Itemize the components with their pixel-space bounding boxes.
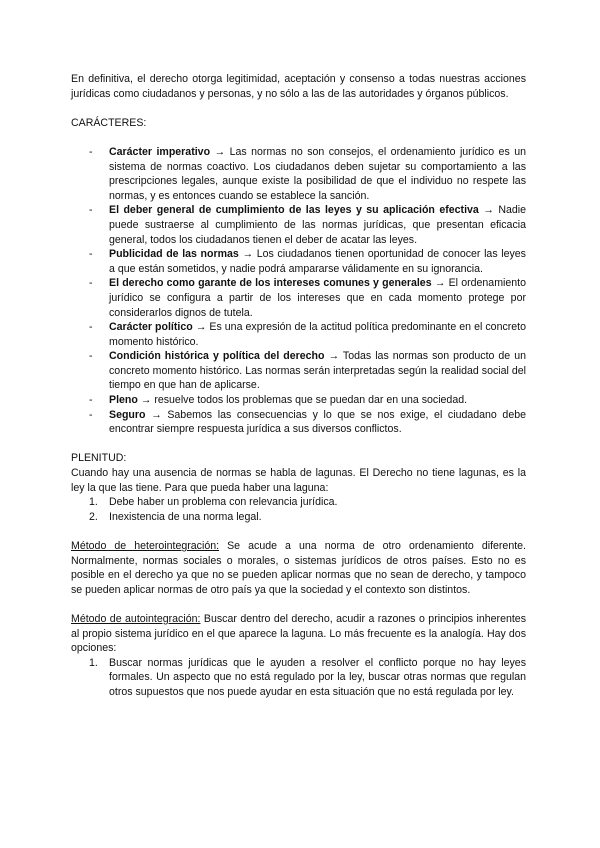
item-text: Las normas no son consejos, el ordenamiento jurídico es un sistema de normas coactivo. Los ciudadanos deben sujetar su comportamiento a las prescripciones legales, aunque existe la posibilidad de que el individuo no respete las normas, y es entonces cuando se establece la sanción. — [109, 145, 527, 202]
item-text: resuelve todos los problemas que se puedan dar en una sociedad. — [154, 394, 468, 407]
item-title: Carácter imperativo — [109, 145, 211, 158]
list-item: - Seguro → Sabemos las consecuencias y lo que se nos exige, el ciudadano debe encontrar siempre respuesta jurídica a sus diversos conflictos. — [89, 408, 527, 436]
item-text: Nadie puede sustraerse al cumplimiento de las normas jurídicas, que presentan eficacia general, todos los ciudadanos tienen el deber de acatar las leyes. — [109, 204, 526, 246]
autointegracion-list — [71, 656, 526, 700]
item-text: El ordenamiento jurídico se configura a partir de los intereses que en cada momento protege por considerarlos dignos de tutela. — [109, 277, 526, 319]
plenitud-paragraph: Cuando hay una ausencia de normas se habla de lagunas. El Derecho no tiene lagunas, es la ley la que las tiene. Para que pueda haber una laguna: — [71, 467, 526, 494]
list-item: - Carácter imperativo → Las normas no son consejos, el ordenamiento jurídico es un sistema de normas coactivo. Los ciudadanos deben sujetar su comportamiento a las prescripciones legales, aunque existe la posibilidad de que el individuo no respete las normas, y es entonces cuando se establece la sanción. — [89, 145, 527, 202]
list-item: - Pleno → resuelve todos los problemas que se puedan dar en una sociedad. — [89, 394, 468, 407]
item-title: Carácter político — [109, 321, 193, 334]
item-title: Condición histórica y política del derecho — [109, 350, 325, 363]
list-item: - Carácter político → Es una expresión de la actitud política predominante en el concreto momento histórico. — [89, 321, 527, 348]
list-item: 1. Buscar normas jurídicas que le ayuden a resolver el conflicto porque no hay leyes formales. Un aspecto que no está regulado por la ley, buscar otras normas que regulan otros supuestos que nos puede ayudar en esta situación que no está regulada por ley. — [89, 656, 526, 698]
heterointegracion-paragraph: Método de heterointegración: Se acude a una norma de otro ordenamiento diferente. Normalmente, normas sociales o morales, o sistemas jurídicos de otros países. Esto no es posible en el derecho ya que no se pueden aplicar normas que no sean de derecho, y tampoco se pueden aplicar normas de otro país ya que la sociedad y el contexto son distintos. — [71, 540, 526, 596]
item-text: Los ciudadanos tienen oportunidad de conocer las leyes a que están sometidos, y nadie podrá ampararse válidamente en su ignorancia. — [109, 248, 526, 275]
plenitud-heading: PLENITUD: — [71, 452, 127, 465]
list-item: - El deber general de cumplimiento de las leyes y su aplicación efectiva → Nadie puede sustraerse al cumplimiento de las normas jurídicas, que presentan eficacia general, todos los ciudadanos tienen el deber de acatar las leyes. — [89, 204, 526, 246]
item-text: Todas las normas son producto de un concreto momento histórico. Las normas serán interpretadas según la realidad social del tiempo en que han de aplicarse. — [109, 350, 526, 392]
item-title: Seguro — [109, 408, 146, 421]
item-text: Sabemos las consecuencias y lo que se nos exige, el ciudadano debe encontrar siempre respuesta jurídica a sus diversos conflictos. — [109, 408, 527, 436]
plenitud-list — [71, 495, 526, 524]
list-item: - Condición histórica y política del derecho → Todas las normas son producto de un concreto momento histórico. Las normas serán interpretadas según la realidad social del tiempo en que han de aplicarse. — [89, 350, 526, 392]
list-item: - Publicidad de las normas → Los ciudadanos tienen oportunidad de conocer las leyes a que están sometidos, y nadie podrá ampararse válidamente en su ignorancia. — [89, 248, 526, 275]
autointegracion-paragraph: Método de autointegración: Buscar dentro del derecho, acudir a razones o principios inherentes al propio sistema jurídico en el que aparece la laguna. Lo más frecuente es la analogía. Hay dos opciones: — [71, 612, 526, 655]
heterointegracion-label: Método de heterointegración: — [71, 540, 220, 552]
autointegracion-label: Método de autointegración: — [71, 612, 201, 625]
item-title: El deber general de cumplimiento de las leyes y su aplicación efectiva — [109, 204, 479, 217]
caracteres-heading: CARÁCTERES: — [71, 116, 147, 129]
list-item: 2. Inexistencia de una norma legal. — [89, 510, 262, 523]
list-item: 1. Debe haber un problema con relevancia jurídica. — [89, 496, 338, 509]
list-item: - El derecho como garante de los intereses comunes y generales → El ordenamiento jurídico se configura a partir de los intereses que en cada momento protege por considerarlos dignos de tutela. — [89, 277, 526, 319]
item-title: Pleno — [109, 394, 138, 407]
caracteres-list — [71, 145, 526, 437]
item-title: Publicidad de las normas — [109, 248, 239, 261]
intro-paragraph: En definitiva, el derecho otorga legitimidad, aceptación y consenso a todas nuestras acciones jurídicas como ciudadanos y personas, y no sólo a las de las autoridades y órganos públicos. — [71, 73, 526, 100]
item-title: El derecho como garante de los intereses comunes y generales — [109, 277, 432, 290]
item-text: Es una expresión de la actitud política predominante en el concreto momento histórico. — [109, 321, 527, 348]
document-content — [71, 72, 526, 700]
